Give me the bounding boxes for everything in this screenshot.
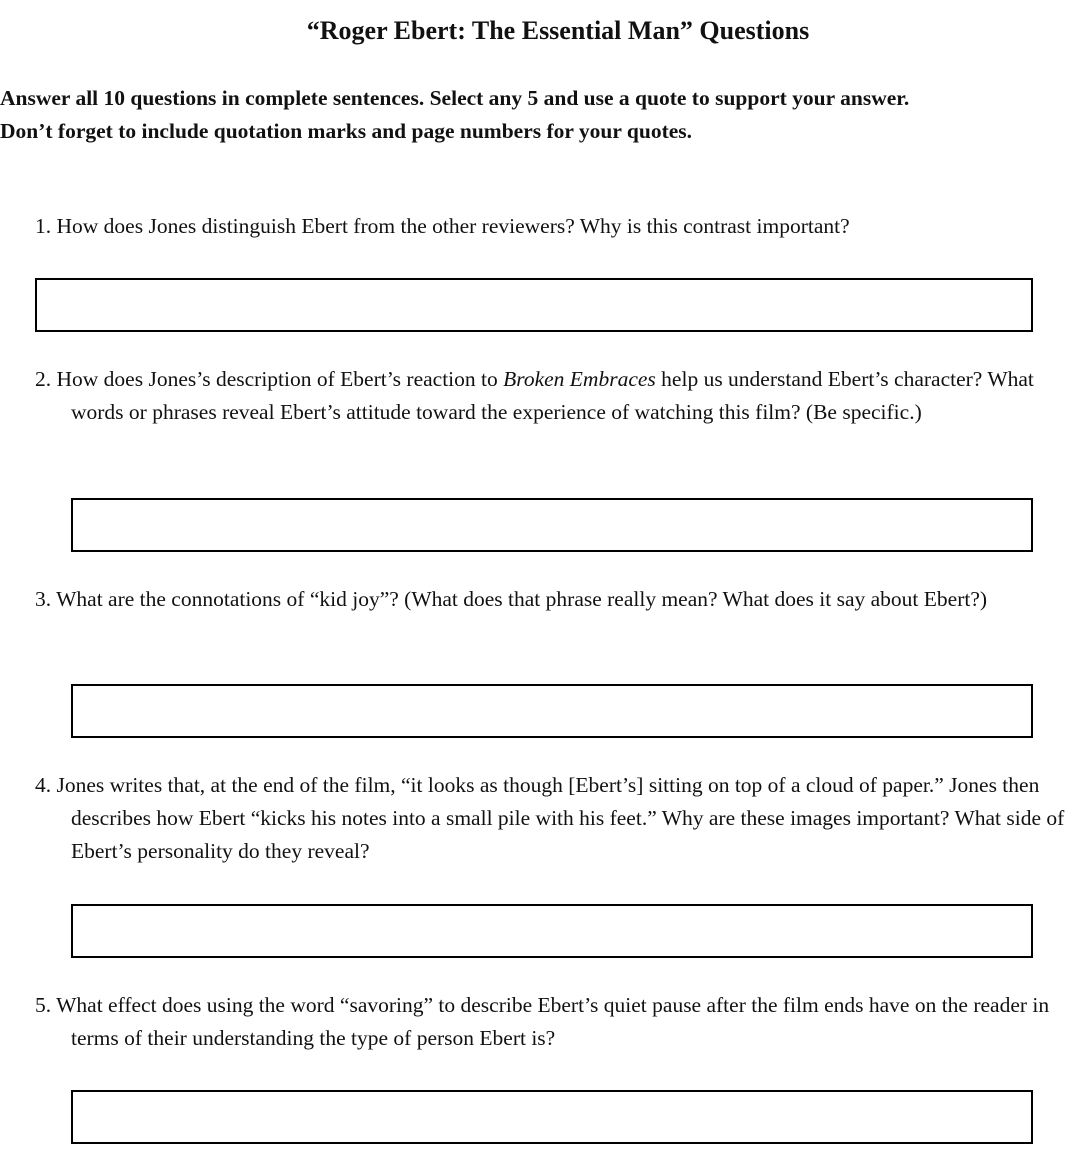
instructions-line-1: Answer all 10 questions in complete sentences. Select any 5 and use a quote to support your answer. (0, 86, 910, 110)
question-2-text-a: 2. How does Jones’s description of Ebert’s reaction to (35, 367, 504, 391)
answer-box-1[interactable] (35, 278, 1033, 332)
question-4: 4. Jones writes that, at the end of the film, “it looks as though [Ebert’s] sitting on top of a cloud of paper.” Jones then describes how Ebert “kicks his notes into a small pile with his feet.” Why are these images important? What side of Ebert’s personality do they reveal? (35, 773, 1065, 863)
question-1: 1. How does Jones distinguish Ebert from the other reviewers? Why is this contrast important? (35, 214, 850, 238)
question-2 (35, 363, 1075, 429)
instructions-line-2: Don’t forget to include quotation marks and page numbers for your quotes. (0, 119, 693, 143)
film-title: Broken Embraces (503, 367, 656, 391)
page-title: “Roger Ebert: The Essential Man” Questions (306, 16, 810, 45)
question-2-text-b: help us understand Ebert’s character? What words or phrases reveal Ebert’s attitude toward the experience of watching this film? (Be specific.) (71, 367, 1034, 424)
answer-box-5[interactable] (71, 1090, 1033, 1144)
answer-box-2[interactable] (71, 498, 1033, 552)
answer-box-3[interactable] (71, 684, 1033, 738)
question-5: 5. What effect does using the word “savoring” to describe Ebert’s quiet pause after the film ends have on the reader in terms of their understanding the type of person Ebert is? (35, 993, 1050, 1050)
question-3: 3. What are the connotations of “kid joy”? (What does that phrase really mean? What does it say about Ebert?) (35, 587, 988, 611)
answer-box-4[interactable] (71, 904, 1033, 958)
